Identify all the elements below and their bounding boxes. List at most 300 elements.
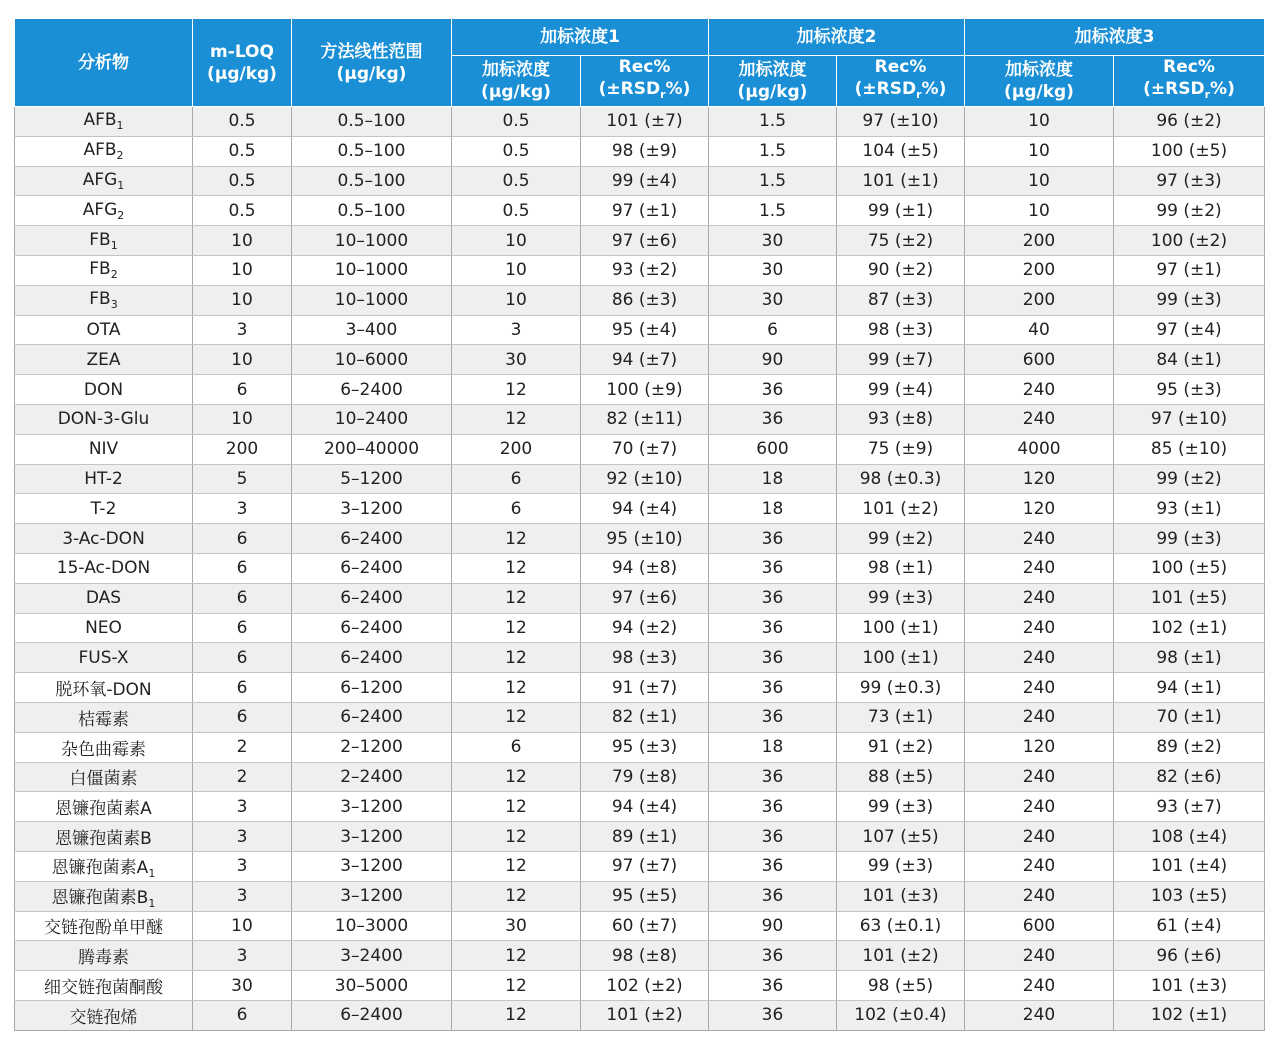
cell-spike-3: 240 [965, 673, 1114, 703]
analyte-subscript: 1 [148, 896, 156, 910]
cell-rec-3: 61 (±4) [1114, 911, 1265, 941]
cell-analyte [15, 792, 193, 822]
cell-analyte [15, 911, 193, 941]
cell-linear-range: 10–2400 [292, 404, 452, 434]
cell-linear-range: 6–2400 [292, 524, 452, 554]
table-row [15, 941, 1265, 971]
cell-rec-3: 100 (±5) [1114, 553, 1265, 583]
cell-rec-2: 101 (±2) [837, 494, 965, 524]
cell-spike-2: 36 [709, 643, 837, 673]
cell-analyte [15, 762, 193, 792]
cell-rec-2: 88 (±5) [837, 762, 965, 792]
cell-rec-1: 102 (±2) [581, 971, 709, 1001]
cell-spike-2: 36 [709, 613, 837, 643]
cell-rec-2: 104 (±5) [837, 136, 965, 166]
cell-linear-range: 6–2400 [292, 702, 452, 732]
cell-rec-2: 75 (±9) [837, 434, 965, 464]
cell-rec-2: 93 (±8) [837, 404, 965, 434]
cell-rec-3: 102 (±1) [1114, 613, 1265, 643]
cell-rec-2: 99 (±3) [837, 792, 965, 822]
cell-rec-1: 70 (±7) [581, 434, 709, 464]
cell-spike-1: 3 [452, 315, 581, 345]
cell-spike-1: 12 [452, 971, 581, 1001]
cell-analyte [15, 345, 193, 375]
cell-mloq: 3 [193, 494, 292, 524]
cell-mloq: 6 [193, 1000, 292, 1030]
cell-spike-3: 10 [965, 107, 1114, 137]
cell-spike-3: 200 [965, 255, 1114, 285]
cell-spike-1: 12 [452, 702, 581, 732]
cell-mloq: 6 [193, 673, 292, 703]
cell-spike-1: 12 [452, 524, 581, 554]
cell-linear-range: 10–1000 [292, 285, 452, 315]
table-row [15, 851, 1265, 881]
cell-spike-2: 36 [709, 792, 837, 822]
cell-rec-1: 92 (±10) [581, 464, 709, 494]
analyte-name: 15-Ac-DON [56, 558, 151, 579]
analyte-name: 恩镰孢菌素B [55, 829, 152, 850]
analyte-name: 脱环氧-DON [55, 680, 152, 701]
cell-rec-1: 86 (±3) [581, 285, 709, 315]
cell-spike-3: 240 [965, 822, 1114, 852]
cell-spike-2: 36 [709, 673, 837, 703]
cell-rec-2: 99 (±1) [837, 196, 965, 226]
analyte-name: T-2 [90, 498, 117, 519]
cell-spike-1: 200 [452, 434, 581, 464]
table-row [15, 285, 1265, 315]
cell-linear-range: 6–2400 [292, 1000, 452, 1030]
cell-linear-range: 6–1200 [292, 673, 452, 703]
cell-rec-3: 93 (±1) [1114, 494, 1265, 524]
analyte-name: FUS-X [78, 647, 129, 668]
cell-rec-1: 94 (±2) [581, 613, 709, 643]
cell-mloq: 10 [193, 255, 292, 285]
cell-rec-1: 95 (±5) [581, 881, 709, 911]
analyte-subscript: 1 [148, 866, 156, 880]
cell-rec-3: 97 (±4) [1114, 315, 1265, 345]
cell-spike-3: 240 [965, 702, 1114, 732]
cell-linear-range: 2–2400 [292, 762, 452, 792]
cell-spike-2: 6 [709, 315, 837, 345]
cell-linear-range: 3–1200 [292, 822, 452, 852]
cell-analyte [15, 136, 193, 166]
table-row [15, 792, 1265, 822]
cell-mloq: 6 [193, 553, 292, 583]
header-rec-1: Rec% $(\pm RSD_r\%)$ [581, 56, 709, 107]
cell-rec-1: 94 (±4) [581, 792, 709, 822]
cell-mloq: 0.5 [193, 107, 292, 137]
cell-spike-2: 36 [709, 404, 837, 434]
cell-rec-3: 97 (±10) [1114, 404, 1265, 434]
cell-spike-2: 18 [709, 464, 837, 494]
cell-rec-2: 87 (±3) [837, 285, 965, 315]
cell-mloq: 3 [193, 822, 292, 852]
cell-rec-3: 99 (±3) [1114, 285, 1265, 315]
cell-mloq: 6 [193, 613, 292, 643]
cell-spike-3: 240 [965, 851, 1114, 881]
table-row [15, 524, 1265, 554]
cell-rec-2: 98 (±5) [837, 971, 965, 1001]
cell-mloq: 10 [193, 911, 292, 941]
cell-spike-2: 18 [709, 494, 837, 524]
header-group-3: 加标浓度3 [965, 19, 1265, 56]
cell-rec-1: 101 (±7) [581, 107, 709, 137]
cell-linear-range: 10–3000 [292, 911, 452, 941]
cell-rec-3: 101 (±5) [1114, 583, 1265, 613]
cell-mloq: 200 [193, 434, 292, 464]
cell-rec-3: 82 (±6) [1114, 762, 1265, 792]
cell-mloq: 3 [193, 881, 292, 911]
header-linear-range: 方法线性范围 (μg/kg) [292, 19, 452, 107]
cell-rec-1: 98 (±3) [581, 643, 709, 673]
cell-analyte [15, 107, 193, 137]
cell-spike-1: 12 [452, 583, 581, 613]
cell-analyte [15, 971, 193, 1001]
cell-spike-3: 120 [965, 732, 1114, 762]
cell-mloq: 6 [193, 643, 292, 673]
analyte-name: DON [83, 379, 124, 400]
cell-rec-3: 96 (±2) [1114, 107, 1265, 137]
analyte-subscript: 2 [110, 268, 118, 282]
table-row [15, 434, 1265, 464]
table-row [15, 553, 1265, 583]
analyte-name: NEO [85, 617, 122, 638]
cell-spike-2: 36 [709, 971, 837, 1001]
analyte-name: 交链孢烯 [69, 1007, 138, 1028]
cell-analyte [15, 881, 193, 911]
cell-spike-1: 6 [452, 494, 581, 524]
cell-spike-3: 240 [965, 613, 1114, 643]
cell-rec-1: 79 (±8) [581, 762, 709, 792]
cell-spike-1: 0.5 [452, 107, 581, 137]
cell-mloq: 10 [193, 226, 292, 256]
cell-rec-2: 99 (±7) [837, 345, 965, 375]
cell-mloq: 10 [193, 404, 292, 434]
table-row [15, 702, 1265, 732]
cell-rec-3: 70 (±1) [1114, 702, 1265, 732]
cell-rec-2: 98 (±1) [837, 553, 965, 583]
cell-spike-2: 36 [709, 762, 837, 792]
cell-spike-3: 240 [965, 375, 1114, 405]
cell-rec-2: 97 (±10) [837, 107, 965, 137]
cell-mloq: 0.5 [193, 136, 292, 166]
cell-linear-range: 3–1200 [292, 881, 452, 911]
cell-mloq: 3 [193, 941, 292, 971]
cell-linear-range: 0.5–100 [292, 136, 452, 166]
cell-spike-3: 200 [965, 226, 1114, 256]
cell-rec-2: 99 (±3) [837, 851, 965, 881]
cell-rec-2: 101 (±1) [837, 166, 965, 196]
analyte-name: DAS [85, 588, 122, 609]
cell-analyte [15, 822, 193, 852]
analyte-subscript: 1 [117, 178, 125, 192]
cell-rec-3: 94 (±1) [1114, 673, 1265, 703]
analyte-name: ZEA [86, 349, 121, 370]
cell-spike-3: 10 [965, 196, 1114, 226]
cell-rec-1: 82 (±11) [581, 404, 709, 434]
cell-analyte [15, 553, 193, 583]
table-row [15, 315, 1265, 345]
cell-rec-1: 60 (±7) [581, 911, 709, 941]
cell-linear-range: 2–1200 [292, 732, 452, 762]
cell-spike-3: 240 [965, 792, 1114, 822]
analyte-name: 细交链孢菌酮酸 [44, 978, 163, 998]
cell-analyte [15, 196, 193, 226]
cell-rec-2: 98 (±3) [837, 315, 965, 345]
cell-spike-3: 240 [965, 881, 1114, 911]
cell-spike-2: 36 [709, 583, 837, 613]
cell-rec-1: 95 (±3) [581, 732, 709, 762]
cell-linear-range: 3–1200 [292, 792, 452, 822]
cell-spike-1: 30 [452, 911, 581, 941]
cell-spike-2: 18 [709, 732, 837, 762]
analyte-name: 恩镰孢菌素A [55, 799, 152, 820]
cell-rec-3: 98 (±1) [1114, 643, 1265, 673]
cell-spike-3: 120 [965, 494, 1114, 524]
cell-analyte [15, 404, 193, 434]
cell-spike-1: 12 [452, 673, 581, 703]
cell-mloq: 10 [193, 345, 292, 375]
cell-analyte [15, 166, 193, 196]
cell-rec-2: 102 (±0.4) [837, 1000, 965, 1030]
cell-spike-2: 36 [709, 553, 837, 583]
cell-linear-range: 6–2400 [292, 375, 452, 405]
cell-spike-3: 240 [965, 404, 1114, 434]
cell-spike-1: 12 [452, 792, 581, 822]
cell-spike-3: 120 [965, 464, 1114, 494]
cell-spike-2: 1.5 [709, 136, 837, 166]
cell-rec-2: 75 (±2) [837, 226, 965, 256]
cell-spike-3: 240 [965, 762, 1114, 792]
cell-mloq: 3 [193, 315, 292, 345]
cell-rec-3: 93 (±7) [1114, 792, 1265, 822]
cell-spike-3: 10 [965, 136, 1114, 166]
cell-spike-3: 200 [965, 285, 1114, 315]
table-row [15, 255, 1265, 285]
cell-rec-2: 99 (±2) [837, 524, 965, 554]
cell-rec-3: 85 (±10) [1114, 434, 1265, 464]
cell-spike-3: 240 [965, 1000, 1114, 1030]
cell-mloq: 6 [193, 524, 292, 554]
table-body [15, 107, 1265, 1031]
cell-rec-2: 100 (±1) [837, 643, 965, 673]
cell-spike-2: 36 [709, 941, 837, 971]
cell-spike-1: 10 [452, 226, 581, 256]
table-row [15, 643, 1265, 673]
cell-rec-2: 101 (±3) [837, 881, 965, 911]
table-row [15, 732, 1265, 762]
cell-rec-3: 99 (±2) [1114, 464, 1265, 494]
table-row [15, 166, 1265, 196]
table-row [15, 226, 1265, 256]
cell-analyte [15, 524, 193, 554]
analyte-name: 腾毒素 [78, 948, 129, 969]
analyte-name: AFB [83, 110, 117, 131]
cell-spike-3: 10 [965, 166, 1114, 196]
cell-spike-1: 10 [452, 255, 581, 285]
table-row [15, 375, 1265, 405]
cell-mloq: 0.5 [193, 166, 292, 196]
header-spike-2: 加标浓度 (μg/kg) [709, 56, 837, 107]
cell-rec-2: 100 (±1) [837, 613, 965, 643]
cell-analyte [15, 851, 193, 881]
cell-rec-2: 99 (±3) [837, 583, 965, 613]
data-table-container [14, 18, 1264, 1031]
cell-rec-1: 101 (±2) [581, 1000, 709, 1030]
cell-rec-1: 94 (±7) [581, 345, 709, 375]
header-rec-2: Rec% $(\pm RSD_r\%)$ [837, 56, 965, 107]
analyte-name: DON-3-Glu [57, 409, 150, 430]
cell-spike-3: 240 [965, 643, 1114, 673]
cell-mloq: 30 [193, 971, 292, 1001]
cell-spike-3: 240 [965, 524, 1114, 554]
cell-linear-range: 3–400 [292, 315, 452, 345]
cell-analyte [15, 464, 193, 494]
cell-rec-2: 63 (±0.1) [837, 911, 965, 941]
cell-rec-2: 91 (±2) [837, 732, 965, 762]
analyte-subscript: 2 [117, 208, 125, 222]
cell-spike-1: 30 [452, 345, 581, 375]
analyte-name: 恩镰孢菌素B [51, 887, 149, 908]
cell-analyte [15, 494, 193, 524]
header-rec-3: Rec% $(\pm RSD_r\%)$ [1114, 56, 1265, 107]
cell-spike-2: 30 [709, 255, 837, 285]
cell-linear-range: 3–1200 [292, 851, 452, 881]
cell-rec-3: 96 (±6) [1114, 941, 1265, 971]
cell-analyte [15, 434, 193, 464]
cell-mloq: 10 [193, 285, 292, 315]
cell-spike-3: 4000 [965, 434, 1114, 464]
cell-rec-1: 89 (±1) [581, 822, 709, 852]
table-row [15, 762, 1265, 792]
cell-spike-3: 240 [965, 583, 1114, 613]
cell-rec-3: 103 (±5) [1114, 881, 1265, 911]
cell-rec-3: 97 (±1) [1114, 255, 1265, 285]
cell-spike-2: 36 [709, 881, 837, 911]
cell-linear-range: 5–1200 [292, 464, 452, 494]
cell-analyte [15, 226, 193, 256]
cell-spike-2: 36 [709, 375, 837, 405]
cell-rec-2: 73 (±1) [837, 702, 965, 732]
analyte-name: 交链孢酚单甲醚 [44, 918, 163, 939]
analyte-name: OTA [86, 319, 121, 340]
cell-spike-1: 12 [452, 643, 581, 673]
cell-spike-2: 90 [709, 345, 837, 375]
cell-rec-2: 101 (±2) [837, 941, 965, 971]
analyte-subscript: 1 [116, 119, 124, 133]
cell-spike-1: 10 [452, 285, 581, 315]
table-row [15, 971, 1265, 1001]
cell-rec-1: 91 (±7) [581, 673, 709, 703]
table-header [15, 19, 1265, 107]
cell-spike-2: 1.5 [709, 107, 837, 137]
header-spike-1: 加标浓度 (μg/kg) [452, 56, 581, 107]
cell-rec-1: 97 (±6) [581, 583, 709, 613]
cell-rec-1: 95 (±4) [581, 315, 709, 345]
cell-spike-1: 12 [452, 553, 581, 583]
cell-analyte [15, 613, 193, 643]
cell-rec-3: 101 (±4) [1114, 851, 1265, 881]
cell-spike-2: 36 [709, 702, 837, 732]
header-group-2: 加标浓度2 [709, 19, 965, 56]
cell-linear-range: 6–2400 [292, 613, 452, 643]
cell-spike-1: 0.5 [452, 136, 581, 166]
cell-spike-1: 12 [452, 375, 581, 405]
cell-spike-2: 36 [709, 524, 837, 554]
cell-rec-1: 97 (±6) [581, 226, 709, 256]
cell-mloq: 0.5 [193, 196, 292, 226]
cell-rec-2: 90 (±2) [837, 255, 965, 285]
cell-rec-3: 95 (±3) [1114, 375, 1265, 405]
cell-rec-2: 99 (±0.3) [837, 673, 965, 703]
cell-spike-1: 0.5 [452, 196, 581, 226]
cell-spike-2: 36 [709, 822, 837, 852]
cell-spike-1: 12 [452, 822, 581, 852]
cell-mloq: 5 [193, 464, 292, 494]
cell-analyte [15, 1000, 193, 1030]
cell-linear-range: 200–40000 [292, 434, 452, 464]
cell-analyte [15, 643, 193, 673]
cell-rec-1: 95 (±10) [581, 524, 709, 554]
analyte-name: AFG [82, 169, 118, 190]
cell-linear-range: 0.5–100 [292, 107, 452, 137]
analyte-subscript: 3 [110, 298, 118, 312]
cell-spike-1: 12 [452, 613, 581, 643]
cell-rec-3: 108 (±4) [1114, 822, 1265, 852]
table-row [15, 1000, 1265, 1030]
cell-spike-1: 12 [452, 1000, 581, 1030]
cell-rec-1: 93 (±2) [581, 255, 709, 285]
cell-spike-1: 12 [452, 851, 581, 881]
analyte-name: HT-2 [84, 468, 123, 489]
recovery-table [14, 18, 1265, 1031]
analyte-name: NIV [88, 439, 119, 460]
cell-mloq: 2 [193, 762, 292, 792]
cell-rec-1: 100 (±9) [581, 375, 709, 405]
analyte-subscript: 1 [110, 238, 118, 252]
cell-analyte [15, 285, 193, 315]
cell-spike-2: 36 [709, 851, 837, 881]
cell-linear-range: 10–6000 [292, 345, 452, 375]
cell-rec-1: 97 (±1) [581, 196, 709, 226]
cell-linear-range: 0.5–100 [292, 166, 452, 196]
table-row [15, 107, 1265, 137]
cell-rec-2: 98 (±0.3) [837, 464, 965, 494]
cell-rec-1: 98 (±8) [581, 941, 709, 971]
table-row [15, 613, 1265, 643]
cell-spike-1: 12 [452, 404, 581, 434]
analyte-name: FB [89, 289, 111, 310]
cell-spike-2: 30 [709, 226, 837, 256]
cell-rec-2: 99 (±4) [837, 375, 965, 405]
cell-analyte [15, 583, 193, 613]
analyte-name: 恩镰孢菌素A [51, 857, 149, 878]
table-row [15, 822, 1265, 852]
cell-mloq: 3 [193, 851, 292, 881]
cell-rec-1: 99 (±4) [581, 166, 709, 196]
cell-spike-2: 36 [709, 1000, 837, 1030]
cell-rec-1: 97 (±7) [581, 851, 709, 881]
cell-linear-range: 10–1000 [292, 226, 452, 256]
cell-rec-3: 100 (±2) [1114, 226, 1265, 256]
cell-spike-3: 240 [965, 553, 1114, 583]
header-mloq: m-LOQ (μg/kg) [193, 19, 292, 107]
header-group-1: 加标浓度1 [452, 19, 709, 56]
cell-spike-2: 1.5 [709, 166, 837, 196]
table-row [15, 404, 1265, 434]
cell-spike-1: 12 [452, 762, 581, 792]
cell-mloq: 3 [193, 792, 292, 822]
